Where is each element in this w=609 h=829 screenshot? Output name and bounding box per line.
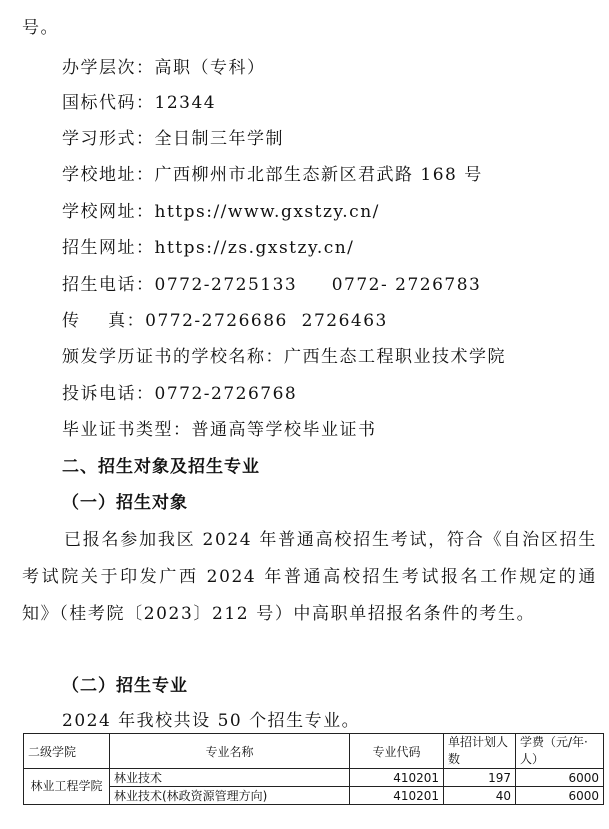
info-line-study-form (62, 128, 284, 150)
info-line-complaint-phone (62, 383, 297, 405)
header-college: 二级学院 (24, 734, 110, 769)
info-value: 12344 (154, 93, 217, 113)
info-value: 广西柳州市北部生态新区君武路 168 号 (154, 165, 483, 185)
fee-cell: 6000 (516, 769, 604, 787)
fee-cell: 6000 (516, 787, 604, 805)
info-label: 学校地址： (62, 165, 155, 185)
info-line-code (62, 92, 216, 114)
subsection-heading: （二）招生专业 (62, 676, 188, 696)
info-line-level (62, 57, 266, 79)
code-cell: 410201 (350, 769, 444, 787)
college-cell: 林业工程学院 (24, 769, 110, 805)
info-line-website (62, 201, 380, 223)
code-cell: 410201 (350, 787, 444, 805)
info-value: 普通高等学校毕业证书 (191, 420, 377, 440)
info-line-fax (62, 310, 388, 332)
plan-cell: 40 (444, 787, 516, 805)
info-label: 办学层次： (62, 58, 155, 78)
lead-fragment: 号。 (22, 18, 59, 38)
table-row (24, 769, 604, 787)
website-link[interactable]: https://www.gxstzy.cn/ (154, 202, 380, 222)
info-value: 广西生态工程职业技术学院 (284, 347, 506, 367)
info-line-certificate-type (62, 419, 377, 441)
header-major: 专业名称 (110, 734, 350, 769)
info-line-issuing-school (62, 346, 506, 368)
admissions-site-link[interactable]: https://zs.gxstzy.cn/ (154, 238, 355, 258)
info-value: 0772-2726768 (154, 384, 298, 404)
header-code: 专业代码 (350, 734, 444, 769)
majors-intro: 2024 年我校共设 50 个招生专业。 (62, 711, 361, 731)
subsection-heading: （一）招生对象 (62, 493, 188, 513)
header-plan: 单招计划人数 (444, 734, 516, 769)
majors-table (23, 733, 604, 805)
info-label: 学校网址： (62, 202, 155, 222)
info-label: 颁发学历证书的学校名称： (62, 347, 284, 367)
plan-cell: 197 (444, 769, 516, 787)
info-label: 招生电话： (62, 275, 155, 295)
major-cell: 林业技术(林政资源管理方向) (110, 787, 350, 805)
info-label: 毕业证书类型： (62, 420, 192, 440)
major-cell: 林业技术 (110, 769, 350, 787)
info-line-address (62, 164, 483, 186)
info-label: 投诉电话： (62, 384, 155, 404)
header-fee: 学费（元/年·人） (516, 734, 604, 769)
info-value: 0772-2725133 0772- 2726783 (154, 275, 482, 295)
info-label: 招生网址： (62, 238, 155, 258)
info-value: 高职（专科） (154, 58, 266, 78)
info-line-phone (62, 274, 481, 296)
info-label: 学习形式： (62, 129, 155, 149)
eligibility-paragraph: 已报名参加我区 2024 年普通高校招生考试，符合《自治区招生考试院关于印发广西 2024 年普通高校招生考试报名工作规定的通知》（桂考院〔2023〕212 号）中高职单招报名条件的考生。 (22, 530, 597, 624)
info-line-admissions-site (62, 237, 354, 259)
info-value: 全日制三年学制 (154, 129, 284, 149)
info-label: 国标代码： (62, 93, 155, 113)
section-heading: 二、招生对象及招生专业 (62, 457, 260, 477)
info-label: 传 真： (62, 311, 146, 331)
table-row (24, 787, 604, 805)
info-value: 0772-2726686 2726463 (145, 311, 388, 331)
table-header-row (24, 734, 604, 769)
